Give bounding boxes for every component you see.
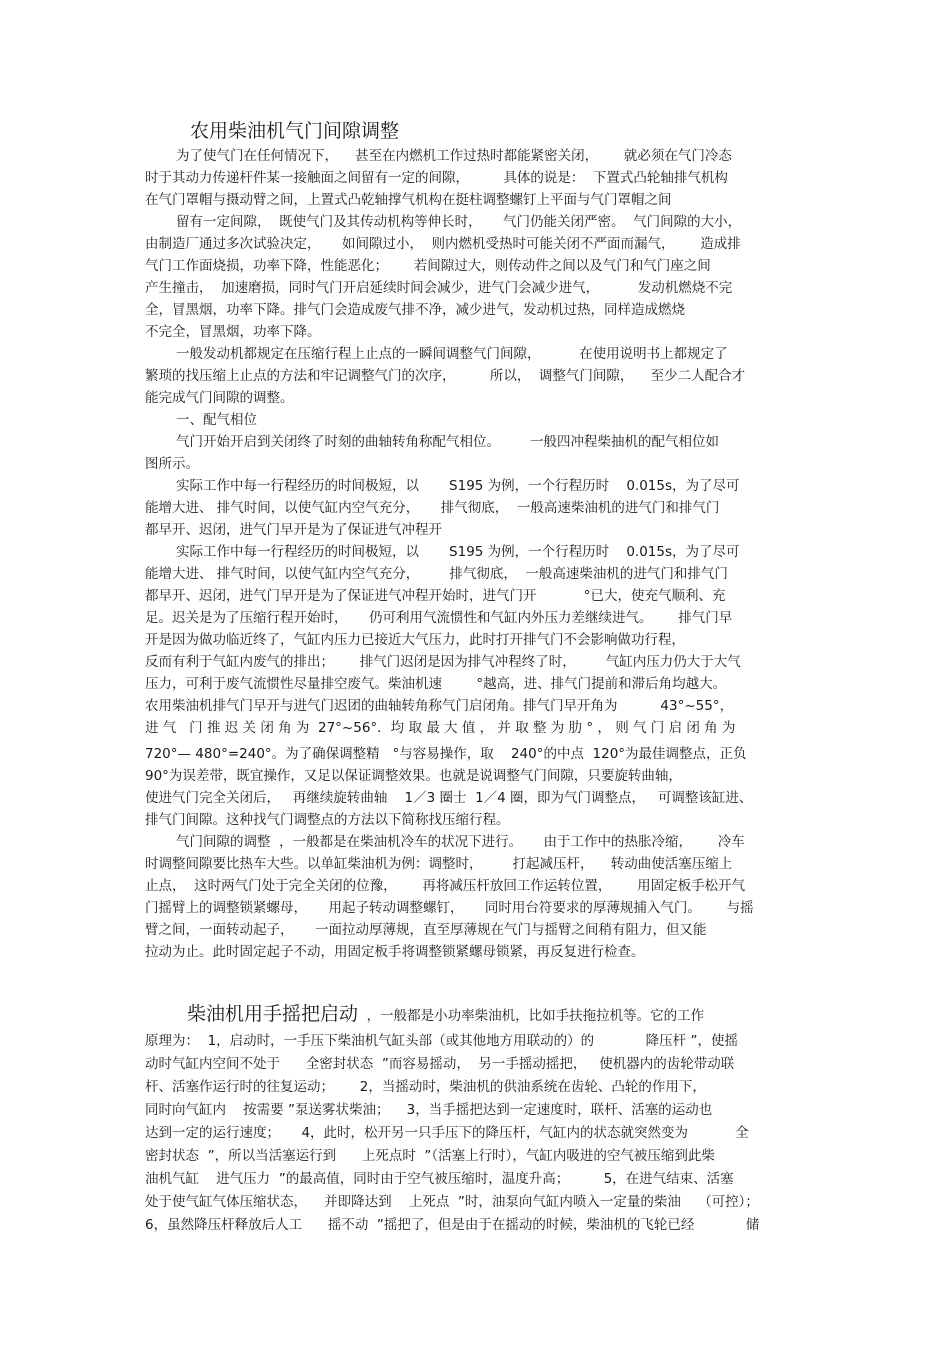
body-text-line: 使进气门完全关闭后， 再继续旋转曲轴 1／3 圈士 1／4 圈，即为气门调整点， 可调整该缸进、 [145, 790, 753, 806]
body-text-line: 都早开、迟闭，进气门早开是为了保证进气冲程开始时，进气门开 °已大，使充气顺利、充 [145, 588, 726, 604]
body-text-line: 拉动为止。此时固定起子不动，用固定板手将调整锁紧螺母锁紧，再反复进行检查。 [145, 944, 645, 960]
body-text-line: 反而有利于气缸内废气的排出； 排气门迟闭是因为排气冲程终了时， 气缸内压力仍大于大气 [145, 654, 741, 670]
body-text-line: 处于使气缸气体压缩状态， 并即降达到 上死点 ”时，油泵向气缸内喷入一定量的柴油 （可控）； [145, 1194, 759, 1210]
body-text-line: 农用柴油机排气门早开与进气门迟团的曲轴转角称气门启闭角。排气门早开角为 43°~55°， [145, 698, 734, 714]
body-text-line: 在气门罩帽与摄动臂之间，上置式凸乾轴撑气机构在挺柱调整螺钉上平面与气门罩帽之间 [145, 192, 672, 208]
body-text-line: 动时气缸内空间不处于 全密封状态 ”而容易摇动， 另一手摇动摇把， 使机器内的齿轮带动联 [145, 1056, 735, 1072]
body-text-line: 能增大进、 排气时间，以使气缸内空气充分， 排气彻底， 一般高速柴油机的进气门和排气门 [145, 566, 728, 582]
body-text-line: 能完成气门间隙的调整。 [145, 390, 294, 406]
body-text-line: 止点， 这时两气门处于完全关闭的位豫， 再将减压杆放回工作运转位置， 用固定板手松开气 [145, 878, 746, 894]
body-text-line: 密封状态 ”，所以当活塞运行到 上死点时 ”（活塞上行时），气缸内吸进的空气被压缩到此柴 [145, 1148, 715, 1164]
body-text-line: 都早开、迟闭，进气门早开是为了保证进气冲程开 [145, 522, 442, 538]
body-text-line: 产生撞击， 加速磨损，同时气门开启延续时间会减少，进气门会减少进气， 发动机燃烧不完 [145, 280, 733, 296]
body-text-line: 油机气缸 进气压力 ”的最高值，同时由于空气被压缩时，温度升高； 5，在进气结束、活塞 [145, 1171, 734, 1187]
body-text-line: 杆、活塞作运行时的往复运动； 2，当摇动时，柴油机的供油系统在齿轮、凸轮的作用下， [145, 1079, 706, 1095]
body-text-line: 繁琐的找压缩上止点的方法和牢记调整气门的次序， 所以， 调整气门间隙， 至少二人配合才 [145, 368, 746, 384]
section-heading-hand-crank [187, 1001, 827, 1029]
section-title-continuation: ，一般都是小功率柴油机，比如手扶拖拉机等。它的工作 [358, 1008, 705, 1024]
body-text-line: 6，虽然降压杆释放后人工 摇不动 ”摇把了，但是由于在摇动的时候，柴油机的飞轮已经 储 [145, 1217, 760, 1233]
body-text-line: 能增大进、 排气时间，以使气缸内空气充分， 排气彻底， 一般高速柴油机的进气门和排气门 [145, 500, 720, 516]
body-text-line: 气门间隙的调整 ，一般都是在柴油机冷车的状况下进行。 由于工作中的热胀冷缩， 冷车 [176, 834, 745, 850]
body-text-line: 达到一定的运行速度； 4，此时，松开另一只手压下的降压杆，气缸内的状态就突然变为 全 [145, 1125, 749, 1141]
body-text-line: 由制造厂通过多次试验决定， 如间隙过小， 则内燃机受热时可能关闭不严面而漏气， 造成排 [145, 236, 741, 252]
body-text-line: 气门开始开启到关闭终了时刻的曲轴转角称配气相位。 一般四冲程柴抽机的配气相位如 [176, 434, 720, 450]
body-text-line: 图所示。 [145, 456, 199, 472]
body-text-line: 同时向气缸内 按需要 ”泵送雾状柴油； 3，当手摇把达到一定速度时，联杆、活塞的运动也 [145, 1102, 713, 1118]
body-text-line: 为了使气门在任何情况下， 甚至在内燃机工作过热时都能紧密关闭， 就必须在气门冷态 [176, 148, 732, 164]
body-text-line: 开是因为做功临近终了，气缸内压力已接近大气压力，此时打开排气门不会影响做功行程， [145, 632, 685, 648]
body-text-line: 门摇臂上的调整锁紧螺母， 用起子转动调整螺钉， 同时用台符要求的厚薄规捕入气门。 与摇 [145, 900, 754, 916]
body-text-line: 留有一定间隙， 既使气门及其传动机构等伸长时， 气门仍能关闭严密。 气门间隙的大小， [176, 214, 742, 230]
body-text-line: 时于其动力传递杆件某一接触面之间留有一定的间隙， 具体的说是： 下置式凸轮轴排气机构 [145, 170, 728, 186]
body-text-line: 原理为： 1，启动时，一手压下柴油机气缸头部（或其他地方用联动的）的 降压杆 ”，使摇 [145, 1033, 738, 1049]
body-text-line: 全，冒黑烟，功率下降。排气门会造成废气排不净，减少进气，发动机过热，同样造成燃烧 [145, 302, 685, 318]
body-text-line: 排气门间隙。这种找气门调整点的方法以下简称找压缩行程。 [145, 812, 510, 828]
body-text-line: 90°为误差带，既宜操作，又足以保证调整效果。也就是说调整气门间隙，只要旋转曲轴， [145, 768, 682, 784]
body-text-line: 不完全，冒黑烟，功率下降。 [145, 324, 321, 340]
section-title-hand-crank: 柴油机用手摇把启动 [187, 1003, 359, 1025]
body-text-line: 一般发动机都规定在压缩行程上止点的一瞬间调整气门间隙， 在使用说明书上都规定了 [176, 346, 728, 362]
body-text-line: 实际工作中每一行程经历的时间极短，以 S195 为例，一个行程历时 0.015s，为了尽可 [176, 544, 740, 560]
body-text-line: 时调整间隙要比热车大些。以单缸柴油机为例：调整时， 打起减压杆， 转动曲使活塞压缩上 [145, 856, 733, 872]
body-text-line: 实际工作中每一行程经历的时间极短，以 S195 为例，一个行程历时 0.015s，为了尽可 [176, 478, 740, 494]
section-title-valve-clearance: 农用柴油机气门间隙调整 [190, 120, 400, 142]
body-text-line: 720°— 480°=240°。为了确保调整精 °与容易操作，取 240°的中点 120°为最佳调整点，正负 [145, 746, 747, 762]
body-text-line: 进 气 门 推 迟 关 闭 角 为 27°~56°．均 取 最 大 值 ， 并 取 整 为 肋 ° ， 则 气 门 启 闭 角 为 [145, 720, 736, 736]
body-text-line: 一、配气相位 [176, 412, 257, 428]
body-text-line: 臂之间，一面转动起子， 一面拉动厚薄规，直至厚薄规在气门与摇臂之间稍有阻力，但又能 [145, 922, 707, 938]
body-text-line: 足。迟关是为了压缩行程开始时， 仍可利用气流惯性和气缸内外压力差继续进气。 排气门早 [145, 610, 733, 626]
body-text-line: 气门工作面烧损，功率下降，性能恶化； 若间隙过大，则传动件之间以及气门和气门座之间 [145, 258, 711, 274]
body-text-line: 压力，可利于废气流惯性尽量排空废气。柴油机速 °越高，进、排气门提前和滞后角均越大。 [145, 676, 727, 692]
